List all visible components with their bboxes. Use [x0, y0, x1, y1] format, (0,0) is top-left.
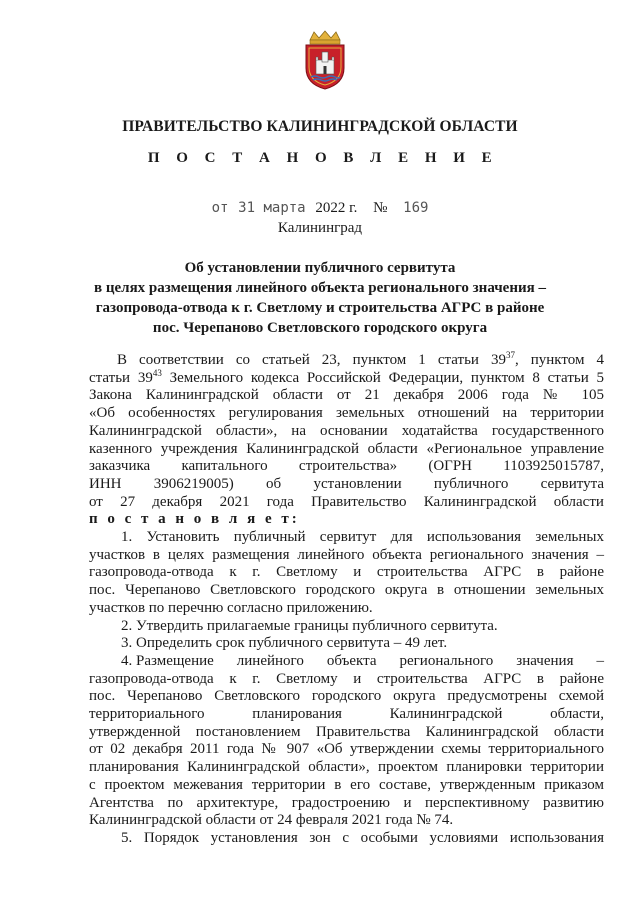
document-type: П О С Т А Н О В Л Е Н И Е: [147, 150, 499, 166]
item-4-line: от 02 декабря 2011 года № 907 «Об утверждении схемы территориального: [89, 741, 604, 758]
city: Калининград: [277, 220, 363, 236]
document-number: 169: [403, 200, 429, 216]
date-value: 31 марта: [238, 200, 306, 216]
date-number-line: [0, 200, 640, 217]
body-line: Калининградской области», на основании ходатайства государственного: [89, 422, 604, 439]
item-4-line: пос. Черепаново Светловского городского округа предусмотрены схемой: [89, 688, 604, 705]
date-year: 2022 г.: [315, 200, 358, 216]
item-4-line: Агентства по архитектуре, градостроению и перспективному развитию: [89, 794, 604, 811]
body-line: В соответствии со статьей 23, пунктом 1 статьи $39^{37}$, пунктом 4: [117, 350, 604, 368]
body-line: статьи $39^{43}$ Земельного кодекса Российской Федерации, пунктом 8 статьи 5: [89, 367, 605, 386]
item-1-line: участков по перечню согласно приложению.: [89, 599, 373, 616]
body-line: заказчика капитального строительства» (ОГРН 1103925015787,: [89, 458, 604, 475]
subject-line: газопровода-отвода к г. Светлому и строительства АГРС в районе: [95, 300, 545, 316]
body-line: Закона Калининградской области от 21 декабря 2006 года № 105: [89, 387, 604, 404]
resolves-word: п о с т а н о в л я е т:: [89, 511, 300, 528]
item-4-line: территориального планирования Калининградской области,: [89, 706, 604, 723]
item-3: 3. Определить срок публичного сервитута – 49 лет.: [121, 635, 448, 652]
body-line: ИНН 3906219005) об установлении публичного сервитута: [89, 475, 604, 492]
item-4-line: Калининградской области от 24 февраля 2021 года № 74.: [89, 812, 454, 829]
subject-line: Об установлении публичного сервитута: [184, 260, 456, 276]
item-4-line: с проектом межевания территории в его составе, утвержденным приказом: [89, 776, 604, 793]
kaliningrad-coat-of-arms-icon: [302, 30, 348, 90]
document-subject: [0, 258, 640, 338]
item-4-line: 4. Размещение линейного объекта регионального значения –: [121, 652, 604, 669]
government-title: ПРАВИТЕЛЬСТВО КАЛИНИНГРАДСКОЙ ОБЛАСТИ: [122, 118, 518, 135]
document-body: [89, 352, 604, 848]
item-4-line: утвержденной постановлением Правительства Калининградской области: [89, 723, 604, 740]
body-line: казенного учреждения Калининградской области «Региональное управление: [89, 440, 604, 457]
body-line: «Об особенностях регулирования земельных отношений на территории: [89, 405, 604, 422]
subject-line: пос. Черепаново Светловского городского округа: [152, 320, 488, 336]
item-4-line: газопровода-отвода к г. Светлому и строительства АГРС в районе: [89, 670, 604, 687]
item-1-line: участков в целях размещения линейного объекта регионального значения –: [89, 546, 604, 563]
item-1-line: газопровода-отвода к г. Светлому и строительства АГРС в районе: [89, 564, 604, 581]
item-4-line: планирования Калининградской области», проектом планировки территории: [89, 759, 604, 776]
item-2: 2. Утвердить прилагаемые границы публичного сервитута.: [121, 617, 498, 634]
item-1-line: пос. Черепаново Светловского городского округа в отношении земельных: [89, 582, 604, 599]
item-5-line: 5. Порядок установления зон с особыми условиями использования: [121, 829, 604, 846]
number-sign: №: [373, 200, 388, 216]
date-prefix: от: [211, 200, 229, 216]
item-1-line: 1. Установить публичный сервитут для использования земельных: [121, 529, 604, 546]
body-line: от 27 декабря 2021 года Правительство Калининградской области: [89, 493, 604, 510]
subject-line: в целях размещения линейного объекта регионального значения –: [94, 280, 546, 296]
